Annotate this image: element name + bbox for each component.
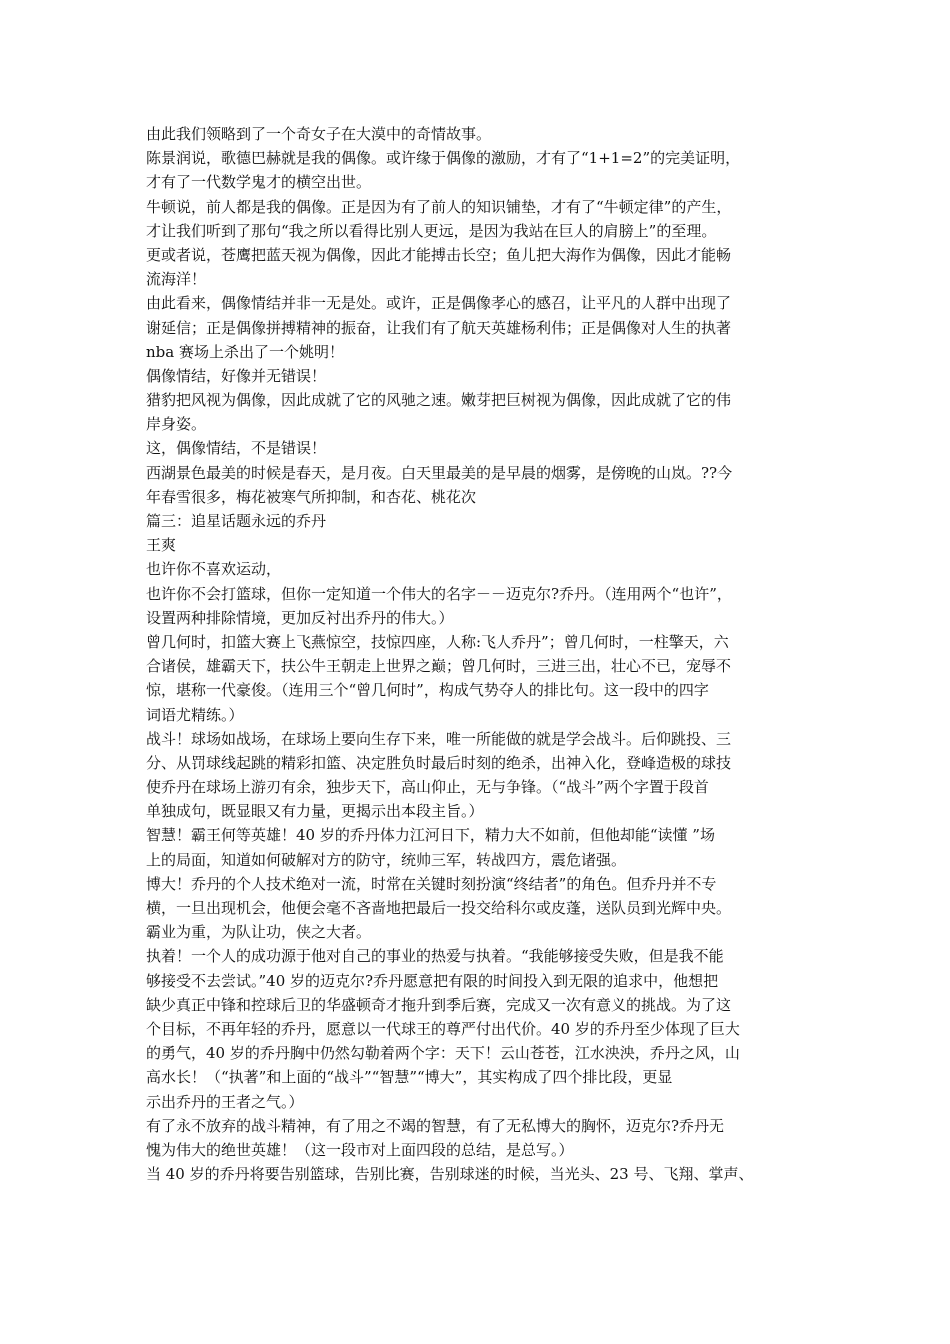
text-line: 流海洋！ <box>146 270 207 289</box>
text-line: 合诸侯，雄霸天下，扶公牛王朝走上世界之巅；曾几何时，三进三出，壮心不已，宠辱不 <box>146 657 732 676</box>
text-line: 由此看来，偶像情结并非一无是处。或许，正是偶像孝心的感召，让平凡的人群中出现了 <box>146 294 732 313</box>
text-line: 示出乔丹的王者之气。） <box>146 1092 304 1111</box>
text-line: 缺少真正中锋和控球后卫的华盛顿奇才拖升到季后赛，完成又一次有意义的挑战。为了这 <box>146 995 732 1014</box>
text-line: 牛顿说，前人都是我的偶像。正是因为有了前人的知识铺垫，才有了“牛顿定律”的产生， <box>146 197 732 216</box>
text-line: 高水长！（“执著”和上面的“战斗”“智慧”“博大”，其实构成了四个排比段，更显 <box>146 1068 673 1087</box>
text-line: 词语尤精练。） <box>146 705 244 724</box>
text-line: 设置两种排除情境，更加反衬出乔丹的伟大。） <box>146 608 454 627</box>
text-line: 也许你不会打篮球，但你一定知道一个伟大的名字－－迈克尔?乔丹。（连用两个“也许”， <box>146 584 732 603</box>
text-line: 使乔丹在球场上游刃有余，独步天下，高山仰止，无与争锋。（“战斗”两个字置于段首 <box>146 778 709 797</box>
text-line: 单独成句，既显眼又有力量，更揭示出本段主旨。） <box>146 802 484 821</box>
text-line: 陈景润说，歌德巴赫就是我的偶像。或许缘于偶像的激励，才有了“1+1=2”的完美证明， <box>146 149 741 168</box>
text-line: 偶像情结，好像并无错误！ <box>146 366 327 385</box>
text-line: 才让我们听到了那句“我之所以看得比别人更远，是因为我站在巨人的肩膀上”的至理。 <box>146 221 717 240</box>
text-line: 当 40 岁的乔丹将要告别篮球，告别比赛，告别球迷的时候，当光头、23 号、飞翔、掌声、 <box>146 1165 754 1184</box>
text-line: 更或者说，苍鹰把蓝天视为偶像，因此才能搏击长空；鱼儿把大海作为偶像，因此才能畅 <box>146 245 732 264</box>
text-line: 这，偶像情结，不是错误！ <box>146 439 327 458</box>
text-line: 愧为伟大的绝世英雄！（这一段市对上面四段的总结，是总写。） <box>146 1140 574 1159</box>
text-line: 岸身姿。 <box>146 415 207 434</box>
text-line: 分、从罚球线起跳的精彩扣篮、决定胜负时最后时刻的绝杀，出神入化，登峰造极的球技 <box>146 753 732 772</box>
text-line: 由此我们领略到了一个奇女子在大漠中的奇情故事。 <box>146 125 492 143</box>
text-line: 有了永不放弃的战斗精神，有了用之不竭的智慧，有了无私博大的胸怀，迈克尔?乔丹无 <box>146 1116 725 1135</box>
text-line: 横，一旦出现机会，他便会毫不吝啬地把最后一投交给科尔或皮蓬，送队员到光辉中央。 <box>146 899 732 917</box>
text-line: 执着！一个人的成功源于他对自己的事业的热爱与执着。“我能够接受失败，但是我不能 <box>146 947 724 966</box>
text-line: 够接受不去尝试。”40 岁的迈克尔?乔丹愿意把有限的时间投入到无限的追求中，他想把 <box>146 971 719 990</box>
text-line: 才有了一代数学鬼才的横空出世。 <box>146 173 372 192</box>
text-line: 的勇气，40 岁的乔丹胸中仍然勾勒着两个字：天下！云山苍苍，江水泱泱，乔丹之风，山 <box>146 1044 740 1063</box>
text-line: 也许你不喜欢运动， <box>146 560 282 579</box>
text-line: 智慧！霸王何等英雄！40 岁的乔丹体力江河日下，精力大不如前，但他却能“读懂 ”场 <box>146 826 715 845</box>
document-body <box>146 122 810 1186</box>
text-line: 博大！乔丹的个人技术绝对一流，时常在关键时刻扮演“终结者”的角色。但乔丹并不专 <box>146 874 717 893</box>
text-line: 猎豹把风视为偶像，因此成就了它的风驰之速。嫩芽把巨树视为偶像，因此成就了它的伟 <box>146 391 732 410</box>
text-line: 西湖景色最美的时候是春天，是月夜。白天里最美的是早晨的烟雾，是傍晚的山岚。??今 <box>146 463 733 482</box>
text-line: 霸业为重，为队让功，侠之大者。 <box>146 923 372 942</box>
text-line: 篇三：追星话题永远的乔丹 <box>146 512 327 530</box>
text-line: nba 赛场上杀出了一个姚明！ <box>146 342 344 361</box>
text-line: 惊，堪称一代豪俊。（连用三个“曾几何时”，构成气势夺人的排比句。这一段中的四字 <box>146 681 709 700</box>
text-line: 上的局面，知道如何破解对方的防守，统帅三军，转战四方，震危诸强。 <box>146 850 627 869</box>
text-line: 谢延信；正是偶像拼搏精神的振奋，让我们有了航天英雄杨利伟；正是偶像对人生的执著 <box>146 318 732 337</box>
text-line: 个目标，不再年轻的乔丹，愿意以一代球王的尊严付出代价。40 岁的乔丹至少体现了巨大 <box>146 1019 740 1038</box>
text-line: 王爽 <box>146 536 177 555</box>
text-line: 战斗！球场如战场，在球场上要向生存下来，唯一所能做的就是学会战斗。后仰跳投、三 <box>146 729 732 748</box>
text-line: 年春雪很多，梅花被寒气所抑制，和杏花、桃花次 <box>146 487 477 506</box>
text-line: 曾几何时，扣篮大赛上飞燕惊空，技惊四座，人称:飞人乔丹”；曾几何时，一柱擎天，六 <box>146 632 729 651</box>
